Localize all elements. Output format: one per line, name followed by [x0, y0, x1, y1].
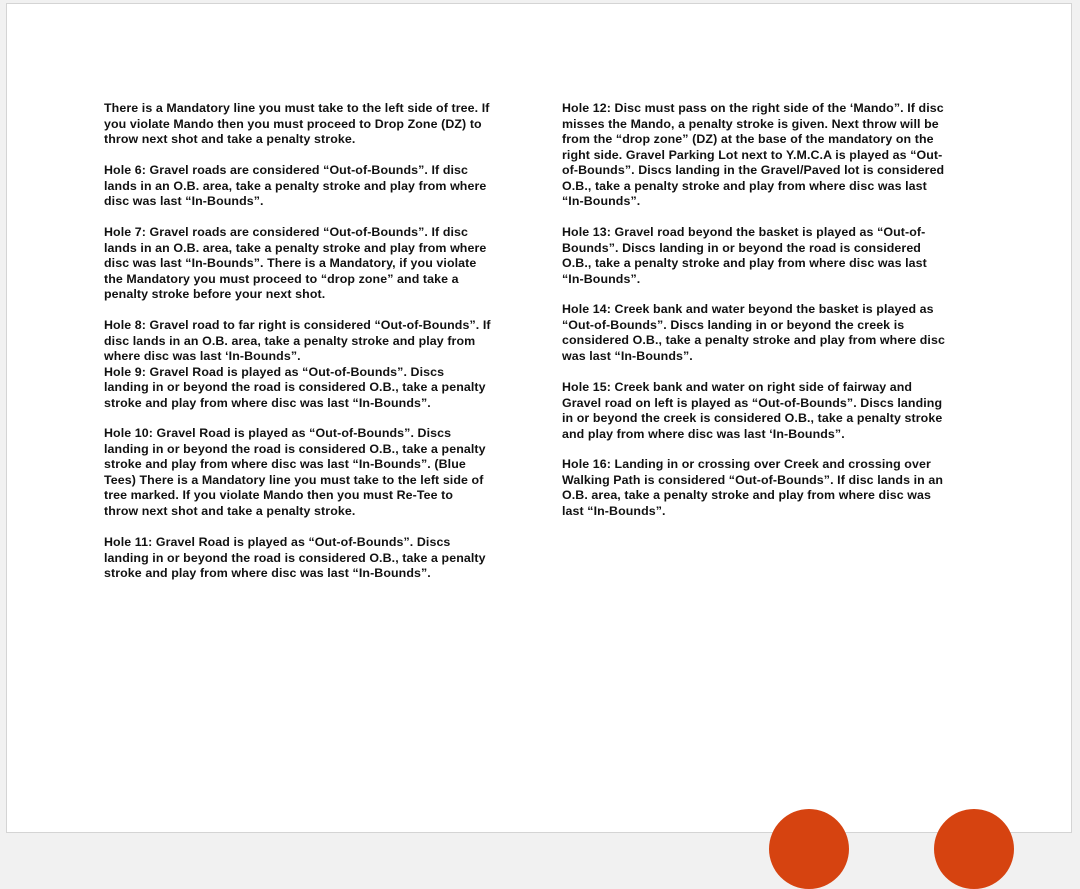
- document-page: [6, 3, 1072, 833]
- orange-circle-decoration: [934, 809, 1014, 889]
- rules-paragraph-hole-8-9: Hole 8: Gravel road to far right is considered “Out-of-Bounds”. If disc lands in an O.B. area, take a penalty stroke and play from where disc was last ‘In-Bounds”. Hole 9: Gravel Road is played as “Out-of-Bounds”. Discs landing in or beyond the road is considered O.B., take a penalty stroke and play from where disc was last “In-Bounds”.: [104, 318, 491, 410]
- rules-paragraph-hole-16: Hole 16: Landing in or crossing over Creek and crossing over Walking Path is considered “Out-of-Bounds”. If disc lands in an O.B. area, take a penalty stroke and play from where disc was last “In-Bounds”.: [562, 457, 944, 518]
- rules-paragraph-hole-12: Hole 12: Disc must pass on the right side of the ‘Mando”. If disc misses the Mando, a penalty stroke is given. Next throw will be from the “drop zone” (DZ) at the base of the mandatory on the right side. Gravel Parking Lot next to Y.M.C.A is played as “Out- of-Bounds”. Discs landing in the Gravel/Paved lot is considered O.B., take a penalty stroke and play from where disc was last “In-Bounds”.: [562, 101, 945, 208]
- rules-paragraph-hole-10: Hole 10: Gravel Road is played as “Out-of-Bounds”. Discs landing in or beyond the road is considered O.B., take a penalty stroke and play from where disc was last “In-Bounds”. (Blue Tees) There is a Mandatory line you must take to the left side of tree marked. If you violate Mando then you must Re-Tee to throw next shot and take a penalty stroke.: [104, 426, 486, 518]
- rules-paragraph-hole-13: Hole 13: Gravel road beyond the basket is played as “Out-of- Bounds”. Discs landing in or beyond the road is considered O.B., take a penalty stroke and play from where disc was last “In-Bounds”.: [562, 225, 927, 286]
- rules-paragraph-hole-5: There is a Mandatory line you must take to the left side of tree. If you violate Mando then you must proceed to Drop Zone (DZ) to throw next shot and take a penalty stroke.: [104, 101, 490, 146]
- orange-circle-decoration: [769, 809, 849, 889]
- rules-paragraph-hole-15: Hole 15: Creek bank and water on right side of fairway and Gravel road on left is played as “Out-of-Bounds”. Discs landing in or beyond the creek is considered O.B., take a penalty stroke and play from where disc was last ‘In-Bounds”.: [562, 380, 943, 441]
- rules-paragraph-hole-11: Hole 11: Gravel Road is played as “Out-of-Bounds”. Discs landing in or beyond the road is considered O.B., take a penalty stroke and play from where disc was last “In-Bounds”.: [104, 535, 486, 580]
- rules-paragraph-hole-14: Hole 14: Creek bank and water beyond the basket is played as “Out-of-Bounds”. Discs landing in or beyond the creek is considered O.B., take a penalty stroke and play from where disc was last “In-Bounds”.: [562, 302, 945, 363]
- rules-paragraph-hole-7: Hole 7: Gravel roads are considered “Out-of-Bounds”. If disc lands in an O.B. area, take a penalty stroke and play from where disc was last “In-Bounds”. There is a Mandatory, if you violate the Mandatory you must proceed to “drop zone” and take a penalty stroke before your next shot.: [104, 225, 487, 301]
- rules-paragraph-hole-6: Hole 6: Gravel roads are considered “Out-of-Bounds”. If disc lands in an O.B. area, take a penalty stroke and play from where disc was last “In-Bounds”.: [104, 163, 487, 208]
